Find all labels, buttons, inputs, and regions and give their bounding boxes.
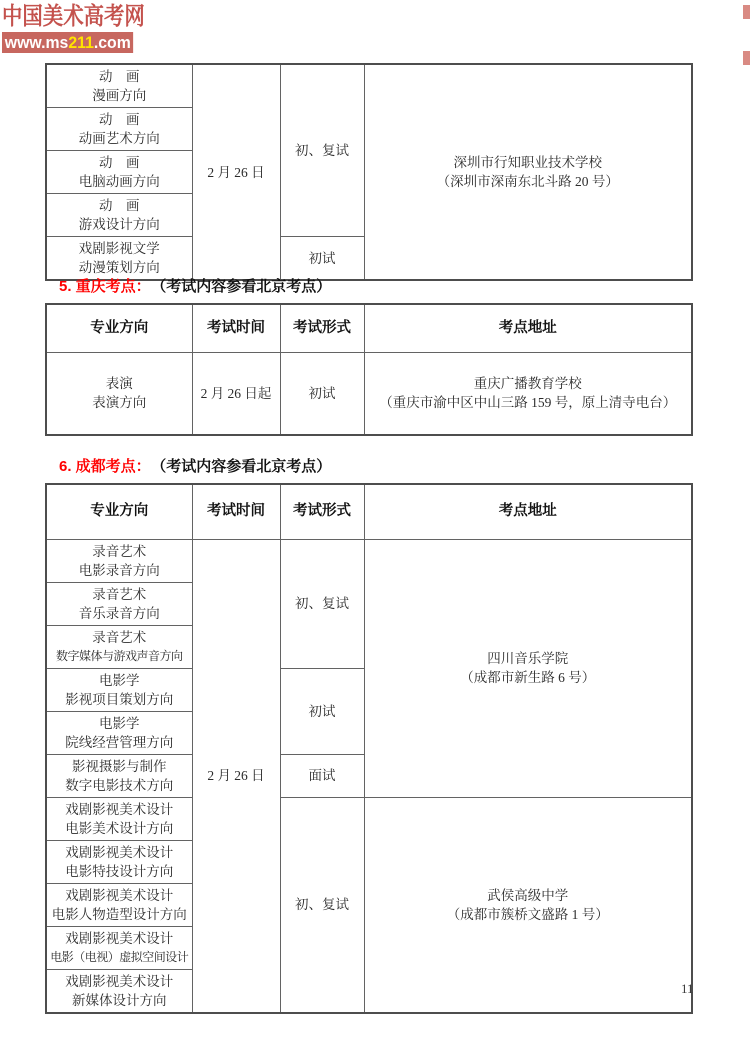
table-row <box>46 64 692 108</box>
header-exam-time: 考试时间 <box>192 484 280 539</box>
exam-form-cell: 面试 <box>280 754 364 797</box>
site-url-suffix: .com <box>93 33 131 52</box>
header-site-address: 考点地址 <box>364 304 692 352</box>
exam-time-cell: 2 月 26 日起 <box>192 352 280 435</box>
table-header-row <box>46 304 692 352</box>
section-heading-chongqing <box>59 277 331 297</box>
major-cell: 表演 表演方向 <box>46 352 192 435</box>
major-cell: 电影学 影视项目策划方向 <box>46 668 192 711</box>
site-url-highlight: 211 <box>68 33 94 52</box>
section-number-title: 6. 成都考点： <box>59 458 151 475</box>
major-cell: 戏剧影视文学 动漫策划方向 <box>46 237 192 281</box>
major-cell: 戏剧影视美术设计 新媒体设计方向 <box>46 969 192 1013</box>
header-exam-form: 考试形式 <box>280 484 364 539</box>
page-edge-mark-bottom <box>743 51 750 65</box>
shenzhen-exam-table <box>45 63 693 281</box>
chongqing-exam-table <box>45 303 693 436</box>
major-cell: 戏剧影视美术设计 电影特技设计方向 <box>46 840 192 883</box>
site-url-prefix: www.ms <box>4 33 69 52</box>
exam-form-cell: 初试 <box>280 237 364 281</box>
site-address-cell: 深圳市行知职业技术学校 （深圳市深南东北斗路 20 号） <box>364 64 692 280</box>
section-number-title: 5. 重庆考点： <box>59 278 151 295</box>
exam-form-cell: 初、复试 <box>280 539 364 668</box>
header-exam-form: 考试形式 <box>280 304 364 352</box>
exam-form-cell: 初、复试 <box>280 797 364 1013</box>
exam-form-cell: 初试 <box>280 668 364 754</box>
chengdu-exam-table <box>45 483 693 1014</box>
exam-form-cell: 初试 <box>280 352 364 435</box>
major-cell: 戏剧影视美术设计 电影美术设计方向 <box>46 797 192 840</box>
header-major: 专业方向 <box>46 484 192 539</box>
page-edge-mark-top <box>743 5 750 19</box>
site-address-cell: 重庆广播教育学校 （重庆市渝中区中山三路 159 号，原上清寺电台） <box>364 352 692 435</box>
site-logo <box>2 3 170 53</box>
major-cell: 影视摄影与制作 数字电影技术方向 <box>46 754 192 797</box>
exam-time-cell: 2 月 26 日 <box>192 539 280 1013</box>
exam-time-cell: 2 月 26 日 <box>192 64 280 280</box>
major-cell: 动 画 动画艺术方向 <box>46 108 192 151</box>
major-cell: 电影学 院线经营管理方向 <box>46 711 192 754</box>
table-row <box>46 352 692 435</box>
table-row <box>46 539 692 582</box>
header-major: 专业方向 <box>46 304 192 352</box>
major-cell: 动 画 游戏设计方向 <box>46 194 192 237</box>
major-cell: 戏剧影视美术设计 电影（电视）虚拟空间设计 <box>46 926 192 969</box>
table-header-row <box>46 484 692 539</box>
section-note: （考试内容参看北京考点） <box>158 458 332 475</box>
page-number: 11 <box>681 981 694 996</box>
site-logo-url <box>2 32 134 53</box>
section-heading-chengdu <box>59 457 331 477</box>
header-exam-time: 考试时间 <box>192 304 280 352</box>
site-address-cell: 四川音乐学院 （成都市新生路 6 号） <box>364 539 692 797</box>
site-address-cell: 武侯高级中学 （成都市簇桥文盛路 1 号） <box>364 797 692 1013</box>
major-cell: 录音艺术 音乐录音方向 <box>46 582 192 625</box>
major-cell: 戏剧影视美术设计 电影人物造型设计方向 <box>46 883 192 926</box>
major-cell: 动 画 漫画方向 <box>46 64 192 108</box>
major-cell: 动 画 电脑动画方向 <box>46 151 192 194</box>
table-row <box>46 797 692 840</box>
section-note: （考试内容参看北京考点） <box>158 278 332 295</box>
major-cell: 录音艺术 电影录音方向 <box>46 539 192 582</box>
site-logo-title: 中国美术高考网 <box>2 3 145 30</box>
exam-form-cell: 初、复试 <box>280 64 364 237</box>
header-site-address: 考点地址 <box>364 484 692 539</box>
major-cell: 录音艺术 数字媒体与游戏声音方向 <box>46 625 192 668</box>
